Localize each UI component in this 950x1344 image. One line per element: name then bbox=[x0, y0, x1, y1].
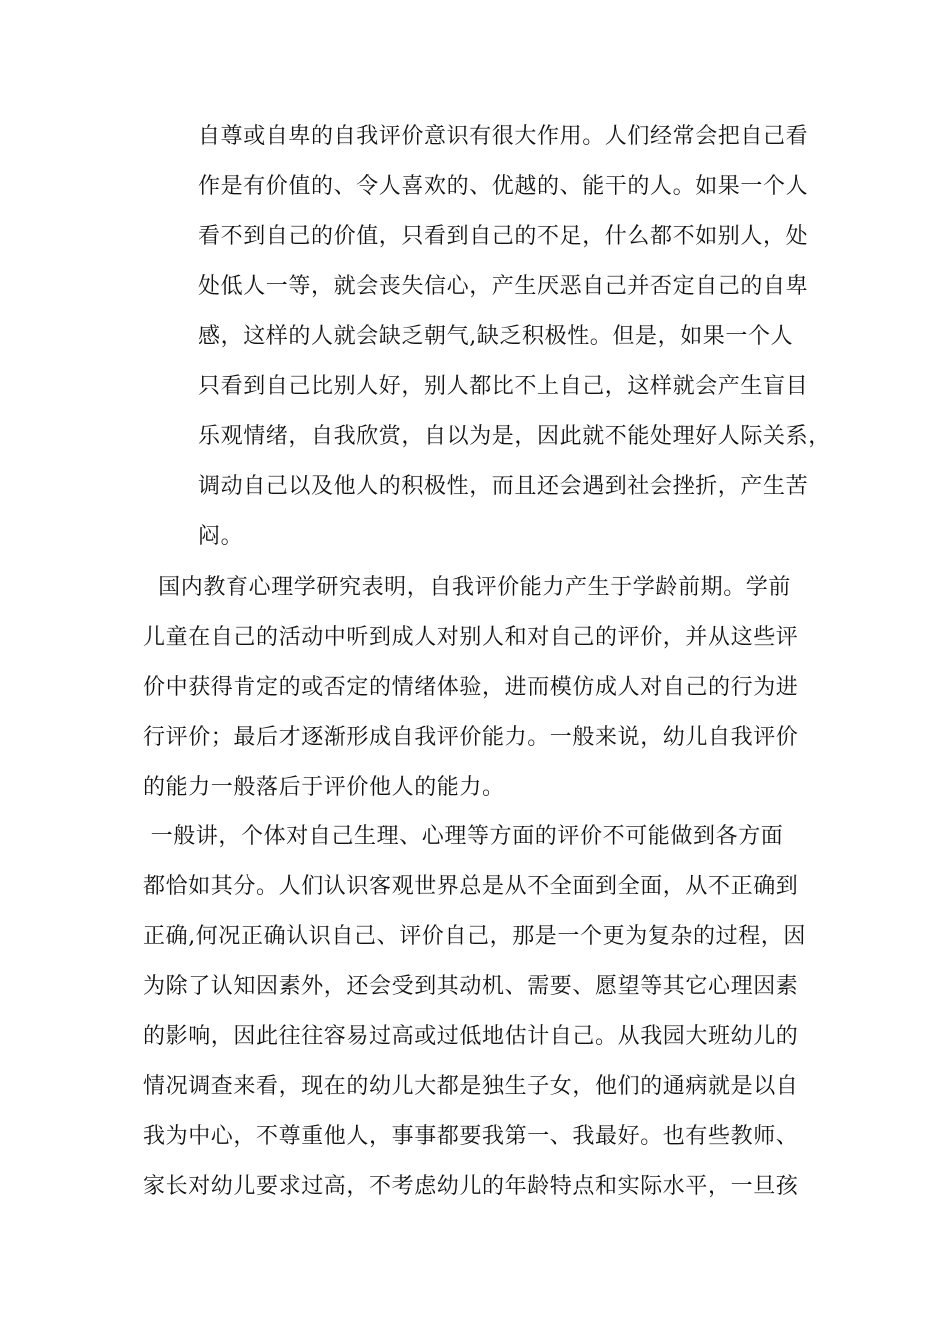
paragraph-line: 国内教育心理学研究表明，自我评价能力产生于学龄前期。学前 bbox=[143, 575, 791, 600]
quote-line: 只看到自己比别人好，别人都比不上自己，这样就会产生盲目 bbox=[198, 374, 809, 399]
quote-line: 作是有价值的、令人喜欢的、优越的、能干的人。如果一个人 bbox=[198, 174, 809, 199]
quote-line: 处低人一等，就会丧失信心，产生厌恶自己并否定自己的自卑 bbox=[198, 274, 809, 299]
quote-line: 调动自己以及他人的积极性，而且还会遇到社会挫折，产生苦 bbox=[198, 474, 809, 499]
quote-line: 看不到自己的价值，只看到自己的不足，什么都不如别人，处 bbox=[198, 224, 809, 249]
paragraph-line: 家长对幼儿要求过高，不考虑幼儿的年龄特点和实际水平，一旦孩 bbox=[143, 1174, 799, 1199]
paragraph-line: 我为中心，不尊重他人，事事都要我第一、我最好。也有些教师、 bbox=[143, 1124, 799, 1149]
paragraph-line: 为除了认知因素外，还会受到其动机、需要、愿望等其它心理因素 bbox=[143, 974, 799, 999]
paragraph-line: 正确,何况正确认识自己、评价自己，那是一个更为复杂的过程，因 bbox=[143, 924, 806, 949]
paragraph-line: 儿童在自己的活动中听到成人对别人和对自己的评价，并从这些评 bbox=[143, 625, 799, 650]
paragraph-line: 都恰如其分。人们认识客观世界总是从不全面到全面，从不正确到 bbox=[143, 874, 799, 899]
paragraph-line: 的能力一般落后于评价他人的能力。 bbox=[143, 775, 505, 800]
quote-line: 自尊或自卑的自我评价意识有很大作用。人们经常会把自己看 bbox=[198, 124, 809, 149]
paragraph-line: 行评价；最后才逐渐形成自我评价能力。一般来说，幼儿自我评价 bbox=[143, 725, 799, 750]
paragraph-research bbox=[143, 563, 823, 813]
paragraph-evaluation bbox=[143, 812, 823, 1212]
paragraph-line: 一般讲，个体对自己生理、心理等方面的评价不可能做到各方面 bbox=[143, 824, 784, 849]
quote-line: 乐观情绪，自我欣赏，自以为是，因此就不能处理好人际关系， bbox=[198, 424, 831, 449]
paragraph-line: 情况调查来看，现在的幼儿大都是独生子女，他们的通病就是以自 bbox=[143, 1074, 799, 1099]
quote-line: 闷。 bbox=[198, 524, 244, 549]
quote-line: 感，这样的人就会缺乏朝气,缺乏积极性。但是，如果一个人 bbox=[198, 324, 794, 349]
paragraph-line: 价中获得肯定的或否定的情绪体验，进而模仿成人对自己的行为进 bbox=[143, 675, 799, 700]
indented-quote-block bbox=[198, 112, 831, 562]
paragraph-line: 的影响，因此往往容易过高或过低地估计自己。从我园大班幼儿的 bbox=[143, 1024, 799, 1049]
